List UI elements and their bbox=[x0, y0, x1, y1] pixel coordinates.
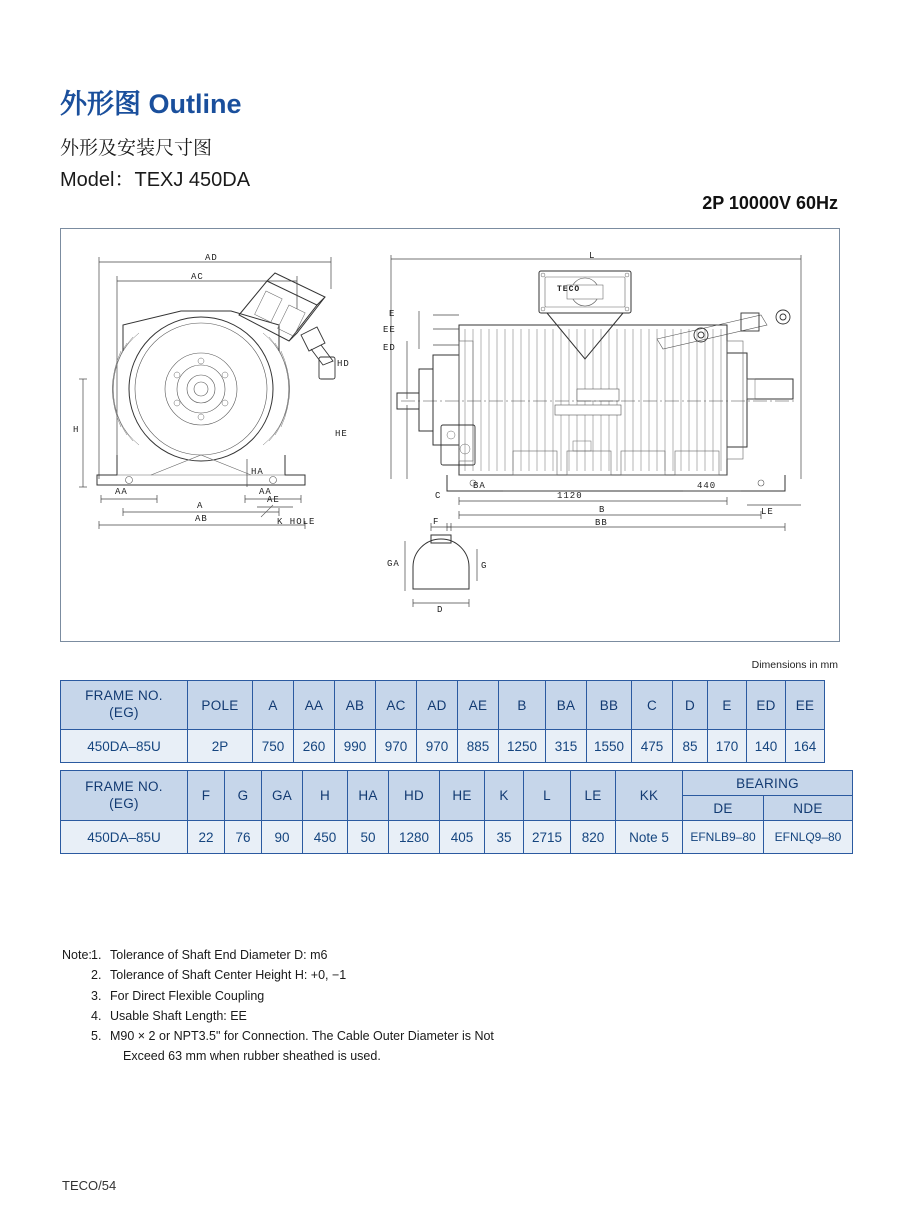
note-number: 5. bbox=[91, 1029, 102, 1043]
callout-1120: 1120 bbox=[557, 491, 583, 501]
cell-b: 1250 bbox=[499, 730, 546, 763]
note-item bbox=[91, 965, 494, 985]
note-number: 2. bbox=[91, 968, 102, 983]
callout-h: H bbox=[73, 425, 80, 435]
header-ae: AE bbox=[458, 681, 499, 730]
callout-ee: EE bbox=[383, 325, 396, 335]
callout-f: F bbox=[433, 517, 440, 527]
cell-ed: 140 bbox=[747, 730, 786, 763]
header-ba: BA bbox=[546, 681, 587, 730]
callout-bb: BB bbox=[595, 518, 608, 528]
header-bb: BB bbox=[587, 681, 632, 730]
cell-ee: 164 bbox=[786, 730, 825, 763]
header-f: F bbox=[188, 771, 225, 821]
callout-440: 440 bbox=[697, 481, 717, 491]
header-ga: GA bbox=[262, 771, 303, 821]
callout-e: E bbox=[389, 309, 396, 319]
callout-a: A bbox=[197, 501, 204, 511]
header-he: HE bbox=[440, 771, 485, 821]
cell-ga: 90 bbox=[262, 821, 303, 854]
callout-le: LE bbox=[761, 507, 774, 517]
cell-ae: 885 bbox=[458, 730, 499, 763]
header-kk: KK bbox=[616, 771, 683, 821]
cell-h: 450 bbox=[303, 821, 348, 854]
cell-aa: 260 bbox=[294, 730, 335, 763]
header-h: H bbox=[303, 771, 348, 821]
table-header-row-top bbox=[61, 771, 853, 796]
page-footer: TECO/54 bbox=[62, 1178, 117, 1193]
note-text: Usable Shaft Length: EE bbox=[110, 1008, 247, 1023]
brand-label: TECO bbox=[557, 285, 581, 294]
callout-ab: AB bbox=[195, 514, 208, 524]
header2-frame-no bbox=[61, 771, 188, 821]
header-ac: AC bbox=[376, 681, 417, 730]
header-ab: AB bbox=[335, 681, 376, 730]
cell-f: 22 bbox=[188, 821, 225, 854]
callout-l: L bbox=[589, 251, 596, 261]
header-d: D bbox=[673, 681, 708, 730]
callout-ad: AD bbox=[205, 253, 218, 263]
cell-frame-no: 450DA–85U bbox=[61, 730, 188, 763]
cell-e: 170 bbox=[708, 730, 747, 763]
dimensions-table-1 bbox=[60, 680, 825, 763]
cell-k: 35 bbox=[485, 821, 524, 854]
callout-ae: AE bbox=[267, 495, 280, 505]
header-ad: AD bbox=[417, 681, 458, 730]
callout-ba: BA bbox=[473, 481, 486, 491]
cell-ac: 970 bbox=[376, 730, 417, 763]
header-a: A bbox=[253, 681, 294, 730]
cell-hd: 1280 bbox=[389, 821, 440, 854]
cell-pole: 2P bbox=[188, 730, 253, 763]
header-hd: HD bbox=[389, 771, 440, 821]
table-header-row bbox=[61, 681, 825, 730]
spec-label: 2P 10000V 60Hz bbox=[702, 193, 838, 213]
cell-ab: 990 bbox=[335, 730, 376, 763]
note-number: 4. bbox=[91, 1008, 102, 1023]
cell-l: 2715 bbox=[524, 821, 571, 854]
model-label: Model：TEXJ 450DA bbox=[60, 169, 251, 191]
outline-drawing-svg bbox=[61, 229, 839, 641]
note-text: Tolerance of Shaft Center Height H: +0, −1 bbox=[110, 968, 347, 983]
page-title: 外形图 Outline bbox=[60, 89, 242, 119]
header-frame-no bbox=[61, 681, 188, 730]
note-item bbox=[91, 945, 494, 965]
note-text: M90 × 2 or NPT3.5" for Connection. The Cable Outer Diameter is Not bbox=[110, 1029, 494, 1043]
header-frame-no-line2: (EG) bbox=[109, 705, 139, 720]
dimensions-unit-note: Dimensions in mm bbox=[751, 659, 838, 671]
callout-ac: AC bbox=[191, 272, 204, 282]
table-row bbox=[61, 821, 853, 854]
header-bearing-de: DE bbox=[683, 796, 764, 821]
note-item bbox=[91, 986, 494, 1006]
note-item bbox=[91, 1026, 494, 1067]
callout-he: HE bbox=[335, 429, 348, 439]
header-e: E bbox=[708, 681, 747, 730]
callout-ha-left: HA bbox=[251, 467, 264, 477]
cell-d: 85 bbox=[673, 730, 708, 763]
dimensions-table-2 bbox=[60, 770, 853, 854]
cell-kk: Note 5 bbox=[616, 821, 683, 854]
header-bearing-nde: NDE bbox=[764, 796, 853, 821]
cell-ba: 315 bbox=[546, 730, 587, 763]
notes-block bbox=[62, 945, 494, 1067]
note-number: 3. bbox=[91, 988, 102, 1003]
cell-g: 76 bbox=[225, 821, 262, 854]
header2-frame-no-line1: FRAME NO. bbox=[85, 778, 163, 794]
note-text-continued: Exceed 63 mm when rubber sheathed is used. bbox=[123, 1049, 381, 1064]
cell-he: 405 bbox=[440, 821, 485, 854]
notes-list bbox=[62, 945, 494, 1067]
header-l: L bbox=[524, 771, 571, 821]
header-c: C bbox=[632, 681, 673, 730]
outline-drawing bbox=[60, 228, 840, 642]
header-pole: POLE bbox=[188, 681, 253, 730]
callout-hd: HD bbox=[337, 359, 350, 369]
cell-bearing-nde: EFNLQ9–80 bbox=[764, 821, 853, 854]
callout-aa-left: AA bbox=[115, 487, 128, 497]
header2-frame-no-line2: (EG) bbox=[109, 795, 139, 811]
header-ee: EE bbox=[786, 681, 825, 730]
note-number: 1. bbox=[91, 948, 102, 962]
header-frame-no-line1: FRAME NO. bbox=[85, 688, 163, 704]
callout-b: B bbox=[599, 505, 606, 515]
table-row bbox=[61, 730, 825, 763]
callout-ed: ED bbox=[383, 343, 396, 353]
callout-aa-right: AA bbox=[259, 487, 272, 497]
callout-d: D bbox=[437, 605, 444, 615]
note-text: For Direct Flexible Coupling bbox=[110, 988, 265, 1003]
header-le: LE bbox=[571, 771, 616, 821]
callout-g: G bbox=[481, 561, 488, 571]
callout-c: C bbox=[435, 491, 442, 501]
header-bearing: BEARING bbox=[683, 771, 853, 796]
note-item bbox=[91, 1006, 494, 1026]
cell-c: 475 bbox=[632, 730, 673, 763]
cell-le: 820 bbox=[571, 821, 616, 854]
note-text: Tolerance of Shaft End Diameter D: m6 bbox=[110, 948, 328, 962]
header-k: K bbox=[485, 771, 524, 821]
cell-bearing-de: EFNLB9–80 bbox=[683, 821, 764, 854]
header-ed: ED bbox=[747, 681, 786, 730]
callout-ga: GA bbox=[387, 559, 400, 569]
header-b: B bbox=[499, 681, 546, 730]
header-ha: HA bbox=[348, 771, 389, 821]
callout-k-hole: K HOLE bbox=[277, 517, 316, 527]
page-subtitle: 外形及安装尺寸图 bbox=[60, 138, 213, 159]
cell-a: 750 bbox=[253, 730, 294, 763]
notes-label: Note: bbox=[62, 948, 92, 962]
header-aa: AA bbox=[294, 681, 335, 730]
cell-bb: 1550 bbox=[587, 730, 632, 763]
header-g: G bbox=[225, 771, 262, 821]
cell2-frame-no: 450DA–85U bbox=[61, 821, 188, 854]
cell-ha: 50 bbox=[348, 821, 389, 854]
cell-ad: 970 bbox=[417, 730, 458, 763]
